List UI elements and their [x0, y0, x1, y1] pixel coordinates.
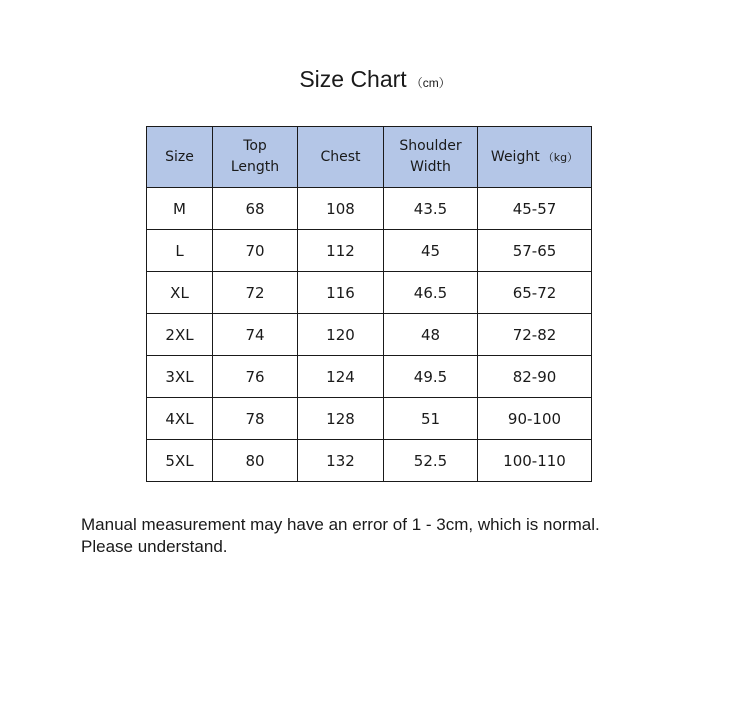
cell-chest: 120: [298, 314, 384, 356]
note-line-2: Please understand.: [81, 537, 228, 556]
cell-chest: 108: [298, 188, 384, 230]
cell-top-length: 76: [213, 356, 298, 398]
cell-top-length: 70: [213, 230, 298, 272]
table-row: [147, 398, 592, 440]
header-shoulder-width-line1: Shoulder: [399, 138, 462, 154]
cell-weight: 45-57: [478, 188, 592, 230]
cell-chest: 128: [298, 398, 384, 440]
header-top-length-line2: Length: [230, 159, 280, 175]
cell-weight: 57-65: [478, 230, 592, 272]
cell-top-length: 78: [213, 398, 298, 440]
header-shoulder-width-line2: Width: [410, 159, 451, 175]
cell-size: M: [147, 188, 213, 230]
table-header: [147, 127, 592, 188]
header-weight: [478, 127, 592, 188]
cell-shoulder-width: 43.5: [384, 188, 478, 230]
cell-chest: 116: [298, 272, 384, 314]
cell-shoulder-width: 51: [384, 398, 478, 440]
cell-top-length: 72: [213, 272, 298, 314]
cell-size: 5XL: [147, 440, 213, 482]
cell-top-length: 74: [213, 314, 298, 356]
cell-size: XL: [147, 272, 213, 314]
header-size-label: Size: [165, 148, 194, 165]
header-row: [147, 127, 592, 188]
measurement-note: [81, 514, 600, 558]
header-shoulder-width: [384, 127, 478, 188]
page-title: [0, 64, 732, 98]
header-chest: [298, 127, 384, 188]
table-row: [147, 272, 592, 314]
table-row: [147, 356, 592, 398]
cell-weight: 72-82: [478, 314, 592, 356]
cell-weight: 82-90: [478, 356, 592, 398]
table-body: [147, 188, 592, 482]
cell-shoulder-width: 46.5: [384, 272, 478, 314]
table-row: [147, 440, 592, 482]
cell-weight: 100-110: [478, 440, 592, 482]
size-chart-table: [146, 126, 592, 482]
note-line-1: Manual measurement may have an error of 1 - 3cm, which is normal.: [81, 515, 600, 534]
title-text: Size Chart: [299, 66, 407, 92]
cell-size: 4XL: [147, 398, 213, 440]
cell-shoulder-width: 49.5: [384, 356, 478, 398]
cell-weight: 65-72: [478, 272, 592, 314]
cell-chest: 132: [298, 440, 384, 482]
cell-top-length: 68: [213, 188, 298, 230]
header-weight-unit: （kg）: [542, 150, 579, 164]
cell-size: 2XL: [147, 314, 213, 356]
cell-chest: 112: [298, 230, 384, 272]
table-row: [147, 230, 592, 272]
header-top-length: [213, 127, 298, 188]
header-size: [147, 127, 213, 188]
cell-shoulder-width: 45: [384, 230, 478, 272]
cell-weight: 90-100: [478, 398, 592, 440]
cell-size: 3XL: [147, 356, 213, 398]
header-weight-label: Weight: [490, 148, 540, 165]
header-top-length-line1: Top: [243, 138, 267, 154]
table-row: [147, 314, 592, 356]
cell-top-length: 80: [213, 440, 298, 482]
cell-chest: 124: [298, 356, 384, 398]
cell-shoulder-width: 48: [384, 314, 478, 356]
header-chest-label: Chest: [320, 148, 361, 165]
table-row: [147, 188, 592, 230]
title-unit: （cm）: [410, 76, 451, 90]
cell-shoulder-width: 52.5: [384, 440, 478, 482]
cell-size: L: [147, 230, 213, 272]
